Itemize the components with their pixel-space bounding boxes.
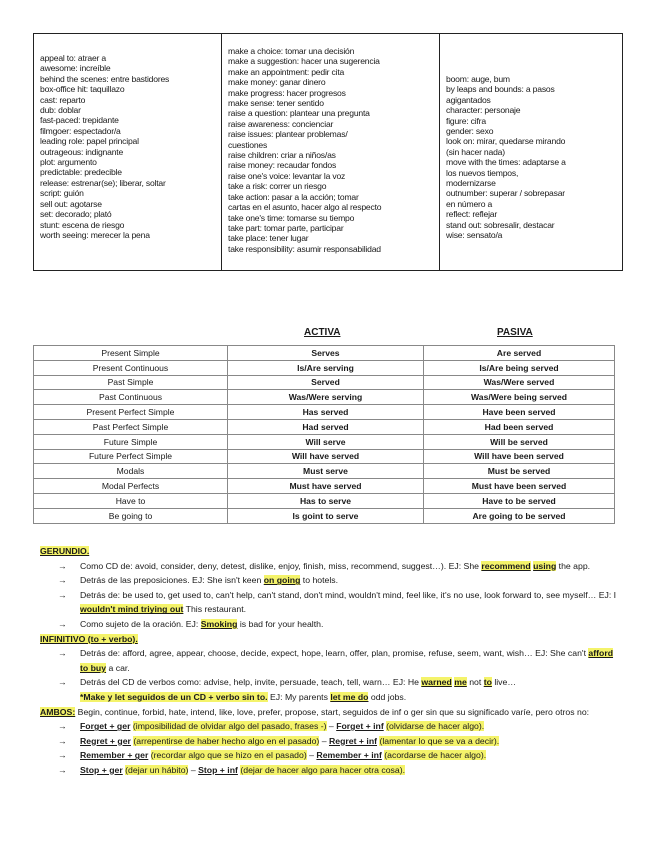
vocab-entry: raise issues: plantear problemas/	[228, 129, 348, 140]
vocab-entry: raise awareness: concienciar	[228, 118, 334, 129]
vocab-entry: agigantados	[446, 94, 491, 105]
arrow-icon: →	[58, 589, 67, 600]
vocab-column-2	[222, 34, 440, 270]
vocab-entry: make an appointment: pedir cita	[228, 66, 345, 77]
tense-cell: Be going to	[34, 508, 228, 523]
active-cell: Is goint to serve	[228, 508, 424, 523]
passive-cell: Must have been served	[424, 479, 615, 494]
active-cell: Will serve	[228, 434, 424, 449]
list-item: → Como CD de: avoid, consider, deny, detest, dislike, enjoy, finish, miss, recommend, suggest…). EJ: She recommend using the app.	[40, 559, 620, 574]
vocab-entry: figure: cifra	[446, 115, 486, 126]
tense-cell: Future Simple	[34, 434, 228, 449]
tense-cell: Future Perfect Simple	[34, 449, 228, 464]
vocab-entry: behind the scenes: entre bastidores	[40, 73, 170, 84]
vocab-entry: cuestiones	[228, 139, 268, 150]
vocab-entry: leading role: papel principal	[40, 136, 139, 147]
table-row	[34, 405, 615, 420]
arrow-icon: →	[58, 721, 67, 732]
infinitive-heading: INFINITIVO (to + verbo).	[40, 633, 138, 644]
vocab-entry: modernizarse	[446, 178, 496, 189]
both-list	[40, 719, 620, 777]
vocab-entry: awesome: increíble	[40, 63, 111, 74]
active-cell: Is/Are serving	[228, 360, 424, 375]
both-heading: AMBOS:	[40, 706, 76, 717]
active-cell: Had served	[228, 419, 424, 434]
passive-cell: Have been served	[424, 405, 615, 420]
vocab-entry: box-office hit: taquillazo	[40, 84, 125, 95]
list-item: → Remember + ger (recordar algo que se hizo en el pasado) – Remember + inf (acordarse de hacer algo).	[40, 748, 620, 763]
arrow-icon: →	[58, 575, 67, 586]
table-row	[34, 419, 615, 434]
active-cell: Must have served	[228, 479, 424, 494]
arrow-icon: →	[58, 618, 67, 629]
vocab-entry: worth seeing: merecer la pena	[40, 229, 150, 240]
vocab-entry: make sense: tener sentido	[228, 98, 324, 109]
vocab-entry: make a choice: tomar una decisión	[228, 46, 355, 56]
list-item: → Forget + ger (imposibilidad de olvidar algo del pasado, frases -) – Forget + inf (olvidarse de hacer algo).	[40, 719, 620, 734]
passive-header: PASIVA	[497, 327, 533, 338]
arrow-icon: →	[58, 764, 67, 775]
active-cell: Serves	[228, 346, 424, 361]
arrow-icon: →	[58, 677, 67, 688]
table-row	[34, 479, 615, 494]
vocab-entry: wise: sensato/a	[446, 230, 503, 241]
vocab-entry: script: guión	[40, 188, 84, 199]
passive-cell: Will have been served	[424, 449, 615, 464]
vocab-entry: (sin hacer nada)	[446, 146, 505, 157]
list-item: → Como sujeto de la oración. EJ: Smoking is bad for your health.	[40, 617, 620, 632]
passive-cell: Had been served	[424, 419, 615, 434]
active-header: ACTIVA	[304, 327, 341, 338]
passive-cell: Have to be served	[424, 493, 615, 508]
vocab-entry: character: personaje	[446, 105, 521, 116]
active-cell: Has to serve	[228, 493, 424, 508]
table-row	[34, 449, 615, 464]
active-cell: Must serve	[228, 464, 424, 479]
vocab-entry: make progress: hacer progresos	[228, 87, 346, 98]
tense-cell: Present Simple	[34, 346, 228, 361]
table-row	[34, 360, 615, 375]
vocab-entry: plot: argumento	[40, 157, 97, 168]
vocab-entry: make a suggestion: hacer una sugerencia	[228, 56, 380, 67]
vocab-entry: fast-paced: trepidante	[40, 115, 119, 126]
list-item: → Detrás de: afford, agree, appear, choose, decide, expect, hope, learn, offer, plan, promise, refuse, seem, want, wish… EJ: She can't afford to buy a car.	[58, 648, 614, 673]
list-item: → Regret + ger (arrepentirse de haber hecho algo en el pasado) – Regret + inf (lamentar lo que se va a decir).	[40, 734, 620, 749]
vocab-column-3	[440, 34, 622, 270]
active-cell: Served	[228, 375, 424, 390]
vocab-entry: raise a question: plantear una pregunta	[228, 108, 370, 119]
vocab-entry: reflect: reflejar	[446, 209, 498, 220]
passive-cell: Was/Were being served	[424, 390, 615, 405]
arrow-icon: →	[58, 735, 67, 746]
vocab-entry: outnumber: superar / sobrepasar	[446, 188, 565, 199]
vocab-column-1	[34, 34, 222, 270]
active-cell: Will have served	[228, 449, 424, 464]
vocab-entry: take part: tomar parte, participar	[228, 222, 344, 233]
vocab-entry: gender: sexo	[446, 126, 494, 137]
table-row	[34, 390, 615, 405]
tense-cell: Past Simple	[34, 375, 228, 390]
vocab-entry: move with the times: adaptarse a	[446, 157, 566, 168]
passive-cell: Will be served	[424, 434, 615, 449]
tense-cell: Have to	[34, 493, 228, 508]
vocab-entry: take place: tener lugar	[228, 233, 309, 244]
vocab-entry: by leaps and bounds: a pasos	[446, 84, 555, 95]
tense-cell: Present Perfect Simple	[34, 405, 228, 420]
vocabulary-table	[33, 33, 623, 271]
tense-cell: Past Perfect Simple	[34, 419, 228, 434]
vocab-entry: dub: doblar	[40, 105, 81, 116]
table-row	[34, 508, 615, 523]
passive-cell: Must be served	[424, 464, 615, 479]
list-item: → Detrás de las preposiciones. EJ: She isn't keen on going to hotels.	[40, 573, 620, 588]
vocab-entry: filmgoer: espectador/a	[40, 125, 121, 136]
passive-cell: Are going to be served	[424, 508, 615, 523]
voice-table	[33, 345, 615, 524]
table-row	[34, 464, 615, 479]
vocab-entry: raise money: recaudar fondos	[228, 160, 337, 171]
tense-cell: Modals	[34, 464, 228, 479]
vocab-entry: take one's time: tomarse su tiempo	[228, 212, 355, 223]
vocab-entry: los nuevos tiempos,	[446, 167, 519, 178]
vocab-entry: raise children: criar a niños/as	[228, 150, 336, 161]
vocab-entry: make money: ganar dinero	[228, 77, 326, 88]
vocab-entry: set: decorado; plató	[40, 209, 112, 220]
vocab-entry: look on: mirar, quedarse mirando	[446, 136, 566, 147]
vocab-entry: take action: pasar a la acción; tomar	[228, 191, 359, 202]
table-row	[34, 346, 615, 361]
vocab-entry: predictable: predecible	[40, 167, 122, 178]
vocab-entry: take a risk: correr un riesgo	[228, 181, 327, 192]
active-cell: Was/Were serving	[228, 390, 424, 405]
grammar-notes: GERUNDIO. → Como CD de: avoid, consider, deny, detest, dislike, enjoy, finish, miss, recommend, suggest…). EJ: She recommend using the app. → Detrás de las preposiciones. EJ: She isn't keen on going to hotels. → Detrás de: be used to, get used to, can't help, can't stand, don't mind, wouldn't mind, feel like, it's no use, look forward to, see myself… EJ: I wouldn't mind triying out This restaurant. → Como sujeto de la oración. EJ: Smoking is bad for your health. INFINITIVO (to + verbo). → Detrás de: afford, agree, appear, choose, decide, expect, hope, learn, offer, plan, promise, refuse, seem, want, wish… EJ: She can't afford to buy a car. → Detrás del CD de verbos como: advise, help, invite, persuade, teach, tell, warn… EJ: He warned me not to live… *Make y let seguidos de un CD + verbo sin to. EJ: My parents let me do odd jobs. AMBOS: Begin, continue, forbid, hate, intend, like, love, prefer, propose, start, seguidos de inf o ger sin que su significado varíe, pero otros no: → Forget + ger (imposibilidad de olvidar algo del pasado, frases -) – Forget + inf (olvidarse de hacer algo). → Regret + ger (arrepentirse de haber hecho algo en el pasado) – Regret + inf (lamentar lo que se va a decir). → Remember + ger (recordar algo que se hizo en el pasado) – Remember + inf (acordarse de hacer algo). → Stop + ger (dejar un hábito) – Stop + inf (dejar de hacer algo para hacer otra cosa).	[40, 544, 620, 778]
vocab-entry: take responsibility: asumir responsabilidad	[228, 243, 381, 254]
arrow-icon: →	[58, 560, 67, 571]
tense-cell: Past Continuous	[34, 390, 228, 405]
table-row	[34, 375, 615, 390]
vocab-entry: cartas en el asunto, hacer algo al respecto	[228, 202, 382, 213]
active-cell: Has served	[228, 405, 424, 420]
arrow-icon: →	[58, 648, 67, 659]
vocab-entry: boom: auge, bum	[446, 74, 510, 84]
list-item: → Detrás de: be used to, get used to, can't help, can't stand, don't mind, wouldn't mind, feel like, it's no use, look forward to, see myself… EJ: I wouldn't mind triying out This restaurant.	[58, 589, 617, 615]
passive-cell: Was/Were served	[424, 375, 615, 390]
vocab-entry: en número a	[446, 198, 493, 209]
vocab-entry: sell out: agotarse	[40, 198, 102, 209]
arrow-icon: →	[58, 750, 67, 761]
passive-cell: Are served	[424, 346, 615, 361]
vocab-entry: stand out: sobresalir, destacar	[446, 219, 555, 230]
list-item: → Detrás del CD de verbos como: advise, help, invite, persuade, teach, tell, warn… EJ: He warned me not to live… *Make y let seguidos de un CD + verbo sin to. EJ: My parents let me do odd jobs.	[58, 677, 517, 702]
passive-cell: Is/Are being served	[424, 360, 615, 375]
vocab-entry: release: estrenar(se); liberar, soltar	[40, 177, 166, 188]
tense-cell: Present Continuous	[34, 360, 228, 375]
vocab-entry: stunt: escena de riesgo	[40, 219, 125, 230]
table-row	[34, 493, 615, 508]
vocab-entry: cast: reparto	[40, 94, 86, 105]
tense-cell: Modal Perfects	[34, 479, 228, 494]
vocab-entry: appeal to: atraer a	[40, 53, 106, 63]
vocab-entry: outrageous: indignante	[40, 146, 124, 157]
gerund-heading: GERUNDIO.	[40, 546, 90, 556]
table-row	[34, 434, 615, 449]
vocab-entry: raise one's voice: levantar la voz	[228, 170, 346, 181]
list-item: → Stop + ger (dejar un hábito) – Stop + inf (dejar de hacer algo para hacer otra cosa).	[40, 763, 620, 778]
